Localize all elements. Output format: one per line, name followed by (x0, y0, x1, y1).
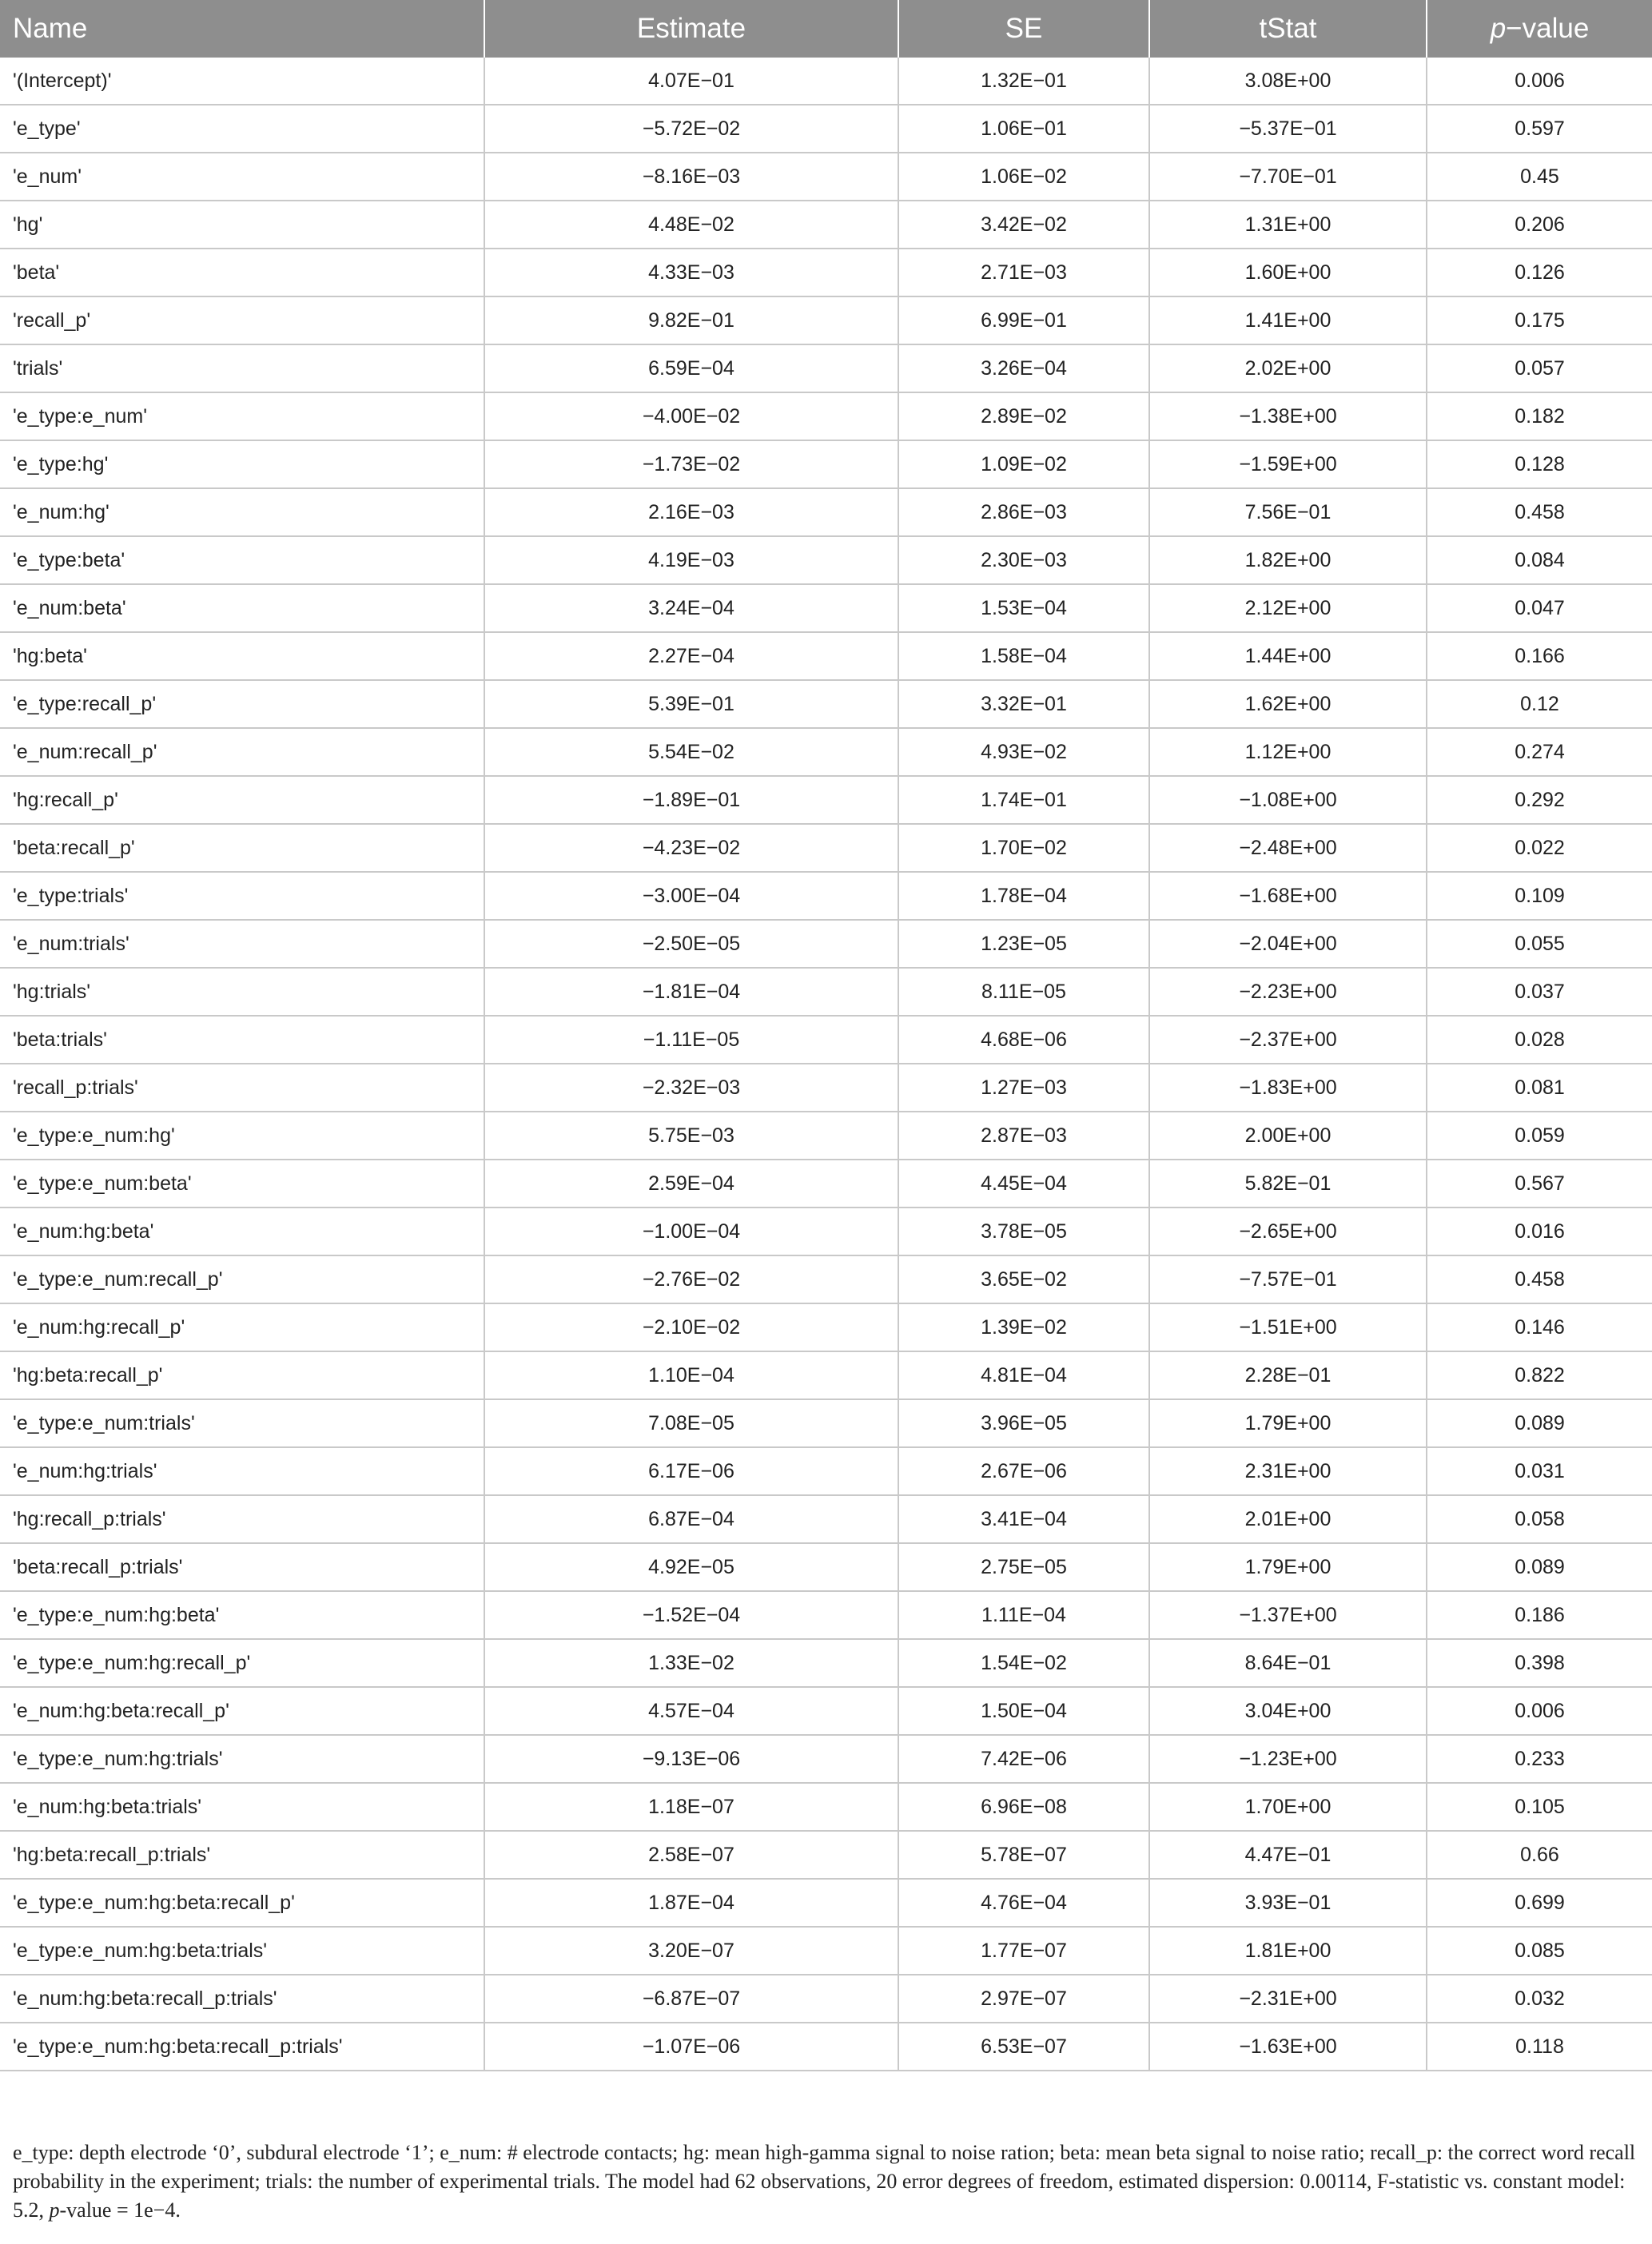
cell-tstat: 1.81E+00 (1149, 1927, 1427, 1975)
cell-name: 'e_num:recall_p' (0, 728, 484, 776)
cell-pvalue: 0.084 (1427, 536, 1652, 584)
table-row (0, 296, 1652, 344)
cell-name: 'e_type:e_num:hg:beta:recall_p:trials' (0, 2023, 484, 2071)
cell-name: 'trials' (0, 344, 484, 392)
cell-se: 1.32E−01 (898, 58, 1149, 105)
cell-pvalue: 0.567 (1427, 1160, 1652, 1208)
cell-estimate: 1.10E−04 (484, 1351, 898, 1399)
cell-se: 2.86E−03 (898, 488, 1149, 536)
table-row (0, 920, 1652, 968)
cell-tstat: 7.56E−01 (1149, 488, 1427, 536)
cell-pvalue: 0.166 (1427, 632, 1652, 680)
cell-tstat: 1.70E+00 (1149, 1783, 1427, 1831)
cell-pvalue: 0.292 (1427, 776, 1652, 824)
table-row (0, 2023, 1652, 2071)
cell-pvalue: 0.105 (1427, 1783, 1652, 1831)
cell-estimate: −1.52E−04 (484, 1591, 898, 1639)
table-row (0, 872, 1652, 920)
cell-estimate: −4.23E−02 (484, 824, 898, 872)
cell-tstat: 3.08E+00 (1149, 58, 1427, 105)
cell-name: '(Intercept)' (0, 58, 484, 105)
cell-estimate: 5.75E−03 (484, 1112, 898, 1160)
cell-estimate: −4.00E−02 (484, 392, 898, 440)
cell-estimate: −8.16E−03 (484, 153, 898, 201)
cell-pvalue: 0.089 (1427, 1399, 1652, 1447)
table-row (0, 1495, 1652, 1543)
cell-name: 'beta:recall_p' (0, 824, 484, 872)
cell-pvalue: 0.059 (1427, 1112, 1652, 1160)
cell-tstat: 2.12E+00 (1149, 584, 1427, 632)
cell-estimate: 3.20E−07 (484, 1927, 898, 1975)
table-row (0, 1255, 1652, 1303)
cell-se: 6.96E−08 (898, 1783, 1149, 1831)
cell-name: 'e_num:hg:beta' (0, 1208, 484, 1255)
cell-se: 6.99E−01 (898, 296, 1149, 344)
cell-pvalue: 0.006 (1427, 58, 1652, 105)
cell-se: 3.65E−02 (898, 1255, 1149, 1303)
cell-name: 'e_type:hg' (0, 440, 484, 488)
cell-estimate: 2.16E−03 (484, 488, 898, 536)
cell-name: 'e_num' (0, 153, 484, 201)
cell-pvalue: 0.398 (1427, 1639, 1652, 1687)
footnote-text: e_type: depth electrode ‘0’, subdural electrode ‘1’; e_num: # electrode contacts; hg: mean high-gamma signal to noise ration; beta: mean beta signal to noise ratio; recall_p: the correct word recall probability in the experiment; trials: the number of experimental trials. The model had 62 observations, 20 error degrees of freedom, estimated dispersion: 0.00114, F-statistic vs. constant model: 5.2, (13, 2141, 1636, 2222)
table-row (0, 1735, 1652, 1783)
table-row (0, 1927, 1652, 1975)
cell-name: 'e_type:e_num:recall_p' (0, 1255, 484, 1303)
cell-pvalue: 0.016 (1427, 1208, 1652, 1255)
cell-estimate: 1.33E−02 (484, 1639, 898, 1687)
cell-estimate: −1.11E−05 (484, 1016, 898, 1064)
cell-name: 'e_type:e_num' (0, 392, 484, 440)
cell-pvalue: 0.182 (1427, 392, 1652, 440)
cell-estimate: 4.92E−05 (484, 1543, 898, 1591)
cell-pvalue: 0.118 (1427, 2023, 1652, 2071)
cell-name: 'e_num:hg:trials' (0, 1447, 484, 1495)
cell-se: 2.89E−02 (898, 392, 1149, 440)
cell-name: 'e_type' (0, 105, 484, 153)
cell-pvalue: 0.274 (1427, 728, 1652, 776)
cell-pvalue: 0.146 (1427, 1303, 1652, 1351)
cell-pvalue: 0.085 (1427, 1927, 1652, 1975)
cell-se: 6.53E−07 (898, 2023, 1149, 2071)
cell-se: 1.54E−02 (898, 1639, 1149, 1687)
cell-name: 'e_type:beta' (0, 536, 484, 584)
header-pvalue (1427, 0, 1652, 58)
cell-se: 4.45E−04 (898, 1160, 1149, 1208)
cell-tstat: −1.68E+00 (1149, 872, 1427, 920)
table-row (0, 680, 1652, 728)
cell-name: 'e_num:hg:beta:trials' (0, 1783, 484, 1831)
cell-tstat: −1.08E+00 (1149, 776, 1427, 824)
cell-pvalue: 0.206 (1427, 201, 1652, 249)
cell-se: 2.71E−03 (898, 249, 1149, 296)
table-row (0, 1016, 1652, 1064)
table-row (0, 968, 1652, 1016)
cell-tstat: −1.59E+00 (1149, 440, 1427, 488)
cell-tstat: 2.02E+00 (1149, 344, 1427, 392)
cell-estimate: −1.81E−04 (484, 968, 898, 1016)
header-row (0, 0, 1652, 58)
cell-pvalue: 0.175 (1427, 296, 1652, 344)
cell-estimate: 2.58E−07 (484, 1831, 898, 1879)
cell-tstat: 8.64E−01 (1149, 1639, 1427, 1687)
footnote-p: p (49, 2198, 60, 2222)
cell-se: 2.97E−07 (898, 1975, 1149, 2023)
cell-pvalue: 0.022 (1427, 824, 1652, 872)
cell-pvalue: 0.032 (1427, 1975, 1652, 2023)
table-row (0, 344, 1652, 392)
cell-se: 2.75E−05 (898, 1543, 1149, 1591)
cell-pvalue: 0.057 (1427, 344, 1652, 392)
cell-se: 1.39E−02 (898, 1303, 1149, 1351)
cell-pvalue: 0.109 (1427, 872, 1652, 920)
cell-tstat: 1.60E+00 (1149, 249, 1427, 296)
cell-estimate: 2.59E−04 (484, 1160, 898, 1208)
cell-pvalue: 0.031 (1427, 1447, 1652, 1495)
cell-name: 'e_num:hg:recall_p' (0, 1303, 484, 1351)
cell-pvalue: 0.006 (1427, 1687, 1652, 1735)
cell-se: 1.74E−01 (898, 776, 1149, 824)
table-row (0, 632, 1652, 680)
table-row (0, 1831, 1652, 1879)
cell-tstat: 2.28E−01 (1149, 1351, 1427, 1399)
cell-name: 'hg:beta:recall_p' (0, 1351, 484, 1399)
cell-name: 'recall_p:trials' (0, 1064, 484, 1112)
table-row (0, 1975, 1652, 2023)
cell-tstat: −1.51E+00 (1149, 1303, 1427, 1351)
cell-estimate: −9.13E−06 (484, 1735, 898, 1783)
cell-estimate: 3.24E−04 (484, 584, 898, 632)
cell-pvalue: 0.089 (1427, 1543, 1652, 1591)
table-row (0, 1591, 1652, 1639)
cell-name: 'e_type:e_num:hg' (0, 1112, 484, 1160)
cell-tstat: 1.31E+00 (1149, 201, 1427, 249)
table-row (0, 1303, 1652, 1351)
cell-tstat: −2.04E+00 (1149, 920, 1427, 968)
cell-name: 'hg:recall_p:trials' (0, 1495, 484, 1543)
cell-se: 4.68E−06 (898, 1016, 1149, 1064)
cell-estimate: −1.00E−04 (484, 1208, 898, 1255)
cell-se: 3.26E−04 (898, 344, 1149, 392)
cell-se: 2.30E−03 (898, 536, 1149, 584)
table-footnote (13, 2139, 1639, 2225)
cell-tstat: 1.41E+00 (1149, 296, 1427, 344)
cell-tstat: −1.23E+00 (1149, 1735, 1427, 1783)
cell-se: 1.09E−02 (898, 440, 1149, 488)
cell-se: 1.06E−02 (898, 153, 1149, 201)
cell-tstat: −2.65E+00 (1149, 1208, 1427, 1255)
table-row (0, 1687, 1652, 1735)
cell-name: 'e_type:trials' (0, 872, 484, 920)
cell-se: 1.58E−04 (898, 632, 1149, 680)
table-row (0, 1160, 1652, 1208)
cell-tstat: 1.82E+00 (1149, 536, 1427, 584)
cell-name: 'beta:recall_p:trials' (0, 1543, 484, 1591)
cell-se: 3.41E−04 (898, 1495, 1149, 1543)
cell-se: 1.50E−04 (898, 1687, 1149, 1735)
cell-pvalue: 0.699 (1427, 1879, 1652, 1927)
table-row (0, 1399, 1652, 1447)
table-row (0, 776, 1652, 824)
cell-tstat: −2.23E+00 (1149, 968, 1427, 1016)
table-row (0, 249, 1652, 296)
cell-tstat: 1.12E+00 (1149, 728, 1427, 776)
table-row (0, 105, 1652, 153)
cell-se: 2.87E−03 (898, 1112, 1149, 1160)
cell-se: 8.11E−05 (898, 968, 1149, 1016)
cell-estimate: 6.17E−06 (484, 1447, 898, 1495)
cell-se: 3.78E−05 (898, 1208, 1149, 1255)
table-body (0, 58, 1652, 2071)
cell-pvalue: 0.128 (1427, 440, 1652, 488)
cell-se: 1.70E−02 (898, 824, 1149, 872)
header-pvalue-rest: −value (1506, 13, 1590, 44)
cell-tstat: −2.48E+00 (1149, 824, 1427, 872)
cell-se: 1.27E−03 (898, 1064, 1149, 1112)
table-row (0, 201, 1652, 249)
cell-estimate: 2.27E−04 (484, 632, 898, 680)
cell-se: 3.42E−02 (898, 201, 1149, 249)
cell-tstat: 1.44E+00 (1149, 632, 1427, 680)
table-header (0, 0, 1652, 58)
cell-pvalue: 0.037 (1427, 968, 1652, 1016)
cell-name: 'e_num:trials' (0, 920, 484, 968)
cell-pvalue: 0.028 (1427, 1016, 1652, 1064)
cell-pvalue: 0.458 (1427, 488, 1652, 536)
cell-se: 1.77E−07 (898, 1927, 1149, 1975)
table-row (0, 392, 1652, 440)
cell-pvalue: 0.047 (1427, 584, 1652, 632)
header-estimate: Estimate (484, 0, 898, 58)
cell-estimate: −2.10E−02 (484, 1303, 898, 1351)
cell-estimate: 4.07E−01 (484, 58, 898, 105)
cell-name: 'e_type:recall_p' (0, 680, 484, 728)
cell-estimate: −2.50E−05 (484, 920, 898, 968)
cell-estimate: 1.87E−04 (484, 1879, 898, 1927)
header-name: Name (0, 0, 484, 58)
cell-tstat: −2.31E+00 (1149, 1975, 1427, 2023)
cell-tstat: −2.37E+00 (1149, 1016, 1427, 1064)
cell-se: 4.76E−04 (898, 1879, 1149, 1927)
header-se: SE (898, 0, 1149, 58)
table-row (0, 1208, 1652, 1255)
cell-name: 'e_type:e_num:beta' (0, 1160, 484, 1208)
cell-estimate: −2.76E−02 (484, 1255, 898, 1303)
cell-se: 7.42E−06 (898, 1735, 1149, 1783)
cell-tstat: 4.47E−01 (1149, 1831, 1427, 1879)
cell-se: 5.78E−07 (898, 1831, 1149, 1879)
cell-name: 'e_num:hg:beta:recall_p:trials' (0, 1975, 484, 2023)
cell-name: 'hg:beta' (0, 632, 484, 680)
cell-name: 'e_num:hg:beta:recall_p' (0, 1687, 484, 1735)
table-row (0, 584, 1652, 632)
table-row (0, 1351, 1652, 1399)
cell-name: 'hg:recall_p' (0, 776, 484, 824)
cell-tstat: 1.62E+00 (1149, 680, 1427, 728)
cell-name: 'e_type:e_num:hg:beta:recall_p' (0, 1879, 484, 1927)
table-row (0, 1879, 1652, 1927)
table-row (0, 536, 1652, 584)
cell-name: 'e_num:beta' (0, 584, 484, 632)
cell-se: 1.11E−04 (898, 1591, 1149, 1639)
cell-estimate: 4.33E−03 (484, 249, 898, 296)
cell-tstat: 5.82E−01 (1149, 1160, 1427, 1208)
cell-se: 1.78E−04 (898, 872, 1149, 920)
cell-estimate: −1.07E−06 (484, 2023, 898, 2071)
cell-se: 1.06E−01 (898, 105, 1149, 153)
cell-estimate: −3.00E−04 (484, 872, 898, 920)
table-row (0, 824, 1652, 872)
cell-tstat: −1.63E+00 (1149, 2023, 1427, 2071)
header-pvalue-p: p (1490, 13, 1507, 44)
cell-pvalue: 0.66 (1427, 1831, 1652, 1879)
cell-pvalue: 0.12 (1427, 680, 1652, 728)
cell-name: 'hg' (0, 201, 484, 249)
cell-se: 1.53E−04 (898, 584, 1149, 632)
cell-se: 3.32E−01 (898, 680, 1149, 728)
cell-tstat: −5.37E−01 (1149, 105, 1427, 153)
table-row (0, 1543, 1652, 1591)
cell-se: 2.67E−06 (898, 1447, 1149, 1495)
cell-name: 'hg:beta:recall_p:trials' (0, 1831, 484, 1879)
cell-estimate: 9.82E−01 (484, 296, 898, 344)
table-row (0, 440, 1652, 488)
table-row (0, 153, 1652, 201)
cell-estimate: 6.87E−04 (484, 1495, 898, 1543)
cell-tstat: 1.79E+00 (1149, 1543, 1427, 1591)
cell-tstat: −7.70E−01 (1149, 153, 1427, 201)
cell-name: 'recall_p' (0, 296, 484, 344)
cell-name: 'beta:trials' (0, 1016, 484, 1064)
cell-estimate: −2.32E−03 (484, 1064, 898, 1112)
cell-pvalue: 0.822 (1427, 1351, 1652, 1399)
cell-pvalue: 0.126 (1427, 249, 1652, 296)
cell-se: 4.93E−02 (898, 728, 1149, 776)
cell-tstat: −7.57E−01 (1149, 1255, 1427, 1303)
cell-estimate: 5.39E−01 (484, 680, 898, 728)
cell-name: 'e_num:hg' (0, 488, 484, 536)
cell-name: 'e_type:e_num:trials' (0, 1399, 484, 1447)
cell-estimate: 4.48E−02 (484, 201, 898, 249)
cell-estimate: 5.54E−02 (484, 728, 898, 776)
table-row (0, 1112, 1652, 1160)
cell-name: 'e_type:e_num:hg:beta:trials' (0, 1927, 484, 1975)
cell-name: 'hg:trials' (0, 968, 484, 1016)
cell-estimate: 7.08E−05 (484, 1399, 898, 1447)
cell-estimate: 4.19E−03 (484, 536, 898, 584)
table-row (0, 1447, 1652, 1495)
table-row (0, 58, 1652, 105)
cell-estimate: 1.18E−07 (484, 1783, 898, 1831)
cell-name: 'e_type:e_num:hg:trials' (0, 1735, 484, 1783)
cell-estimate: −1.73E−02 (484, 440, 898, 488)
cell-pvalue: 0.081 (1427, 1064, 1652, 1112)
cell-pvalue: 0.458 (1427, 1255, 1652, 1303)
cell-se: 3.96E−05 (898, 1399, 1149, 1447)
table-row (0, 488, 1652, 536)
cell-estimate: 4.57E−04 (484, 1687, 898, 1735)
header-tstat: tStat (1149, 0, 1427, 58)
cell-tstat: 1.79E+00 (1149, 1399, 1427, 1447)
footnote-tail: -value = 1e−4. (59, 2198, 181, 2222)
cell-tstat: −1.38E+00 (1149, 392, 1427, 440)
cell-tstat: −1.83E+00 (1149, 1064, 1427, 1112)
table-row (0, 1064, 1652, 1112)
cell-tstat: −1.37E+00 (1149, 1591, 1427, 1639)
table-row (0, 728, 1652, 776)
cell-name: 'e_type:e_num:hg:recall_p' (0, 1639, 484, 1687)
cell-pvalue: 0.186 (1427, 1591, 1652, 1639)
cell-tstat: 2.00E+00 (1149, 1112, 1427, 1160)
cell-tstat: 2.01E+00 (1149, 1495, 1427, 1543)
cell-estimate: −1.89E−01 (484, 776, 898, 824)
cell-pvalue: 0.055 (1427, 920, 1652, 968)
cell-pvalue: 0.45 (1427, 153, 1652, 201)
cell-name: 'beta' (0, 249, 484, 296)
cell-estimate: −6.87E−07 (484, 1975, 898, 2023)
cell-name: 'e_type:e_num:hg:beta' (0, 1591, 484, 1639)
table-row (0, 1783, 1652, 1831)
cell-tstat: 2.31E+00 (1149, 1447, 1427, 1495)
cell-pvalue: 0.058 (1427, 1495, 1652, 1543)
cell-se: 1.23E−05 (898, 920, 1149, 968)
cell-tstat: 3.04E+00 (1149, 1687, 1427, 1735)
cell-estimate: −5.72E−02 (484, 105, 898, 153)
cell-estimate: 6.59E−04 (484, 344, 898, 392)
table-row (0, 1639, 1652, 1687)
cell-pvalue: 0.233 (1427, 1735, 1652, 1783)
cell-se: 4.81E−04 (898, 1351, 1149, 1399)
cell-pvalue: 0.597 (1427, 105, 1652, 153)
cell-tstat: 3.93E−01 (1149, 1879, 1427, 1927)
